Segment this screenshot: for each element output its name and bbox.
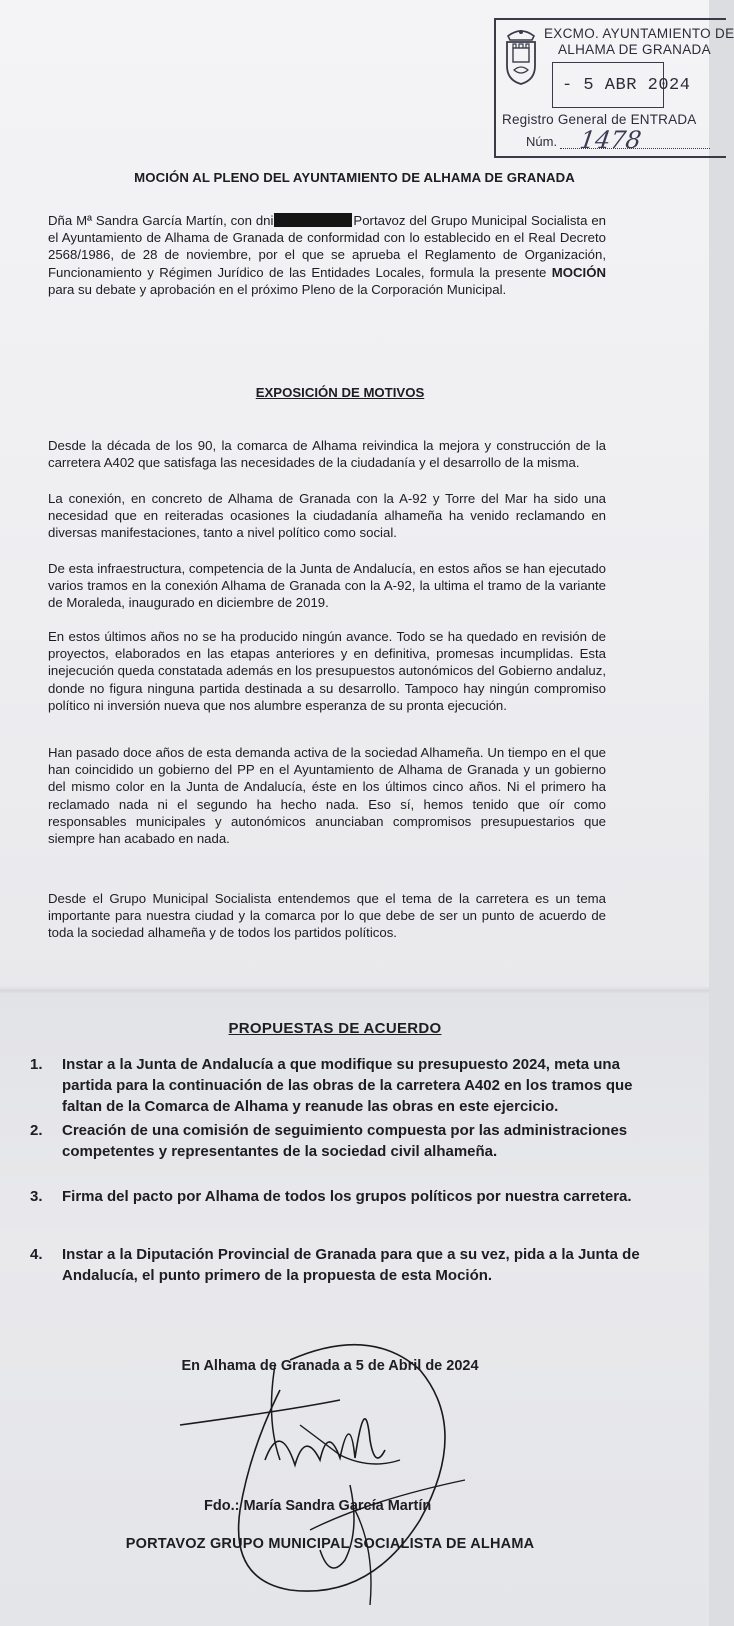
- handwritten-signature: [170, 1330, 490, 1620]
- paragraph: En estos últimos años no se ha producido ningún avance. Todo se ha quedado en revisión de proyectos, elaborados en las etapas anteriores y en definitiva, promesas incumplidas. Esta inejecución queda constatada además en los presupuestos autonómicos del Gobierno andaluz, donde no figura ninguna partida destinada a su desarrollo. Tampoco hay ningún compromiso político ni inversión nueva que nos alumbre esperanza de su pronta ejecución.: [48, 629, 606, 713]
- propuestas-heading: PROPUESTAS DE ACUERDO: [228, 1020, 442, 1037]
- paragraph: Desde el Grupo Municipal Socialista entendemos que el tema de la carretera es un tema importante para nuestra ciudad y la comarca por lo que debe de ser un punto de acuerdo de toda la sociedad alhameña y de todos los partidos políticos.: [48, 891, 606, 941]
- stamp-town: ALHAMA DE GRANADA: [558, 42, 711, 57]
- page-fold: [0, 986, 709, 994]
- registry-stamp: [494, 18, 734, 158]
- signed-by: Fdo.: María Sandra García Martín: [204, 1498, 432, 1514]
- intro-paragraph: [48, 212, 606, 298]
- exposicion-heading: EXPOSICIÓN DE MOTIVOS: [255, 385, 425, 400]
- stamp-date: - 5 ABR 2024: [562, 76, 691, 95]
- proposal-text: Creación de una comisión de seguimiento compuesta por las administraciones competentes y representantes de la sociedad civil alhameña.: [62, 1122, 628, 1160]
- paragraph: De esta infraestructura, competencia de la Junta de Andalucía, en estos años se han ejecutado varios tramos en la conexión Alhama de Granada con la A-92, la ultima el tramo de la variante de Moraleda, inaugurado en diciembre de 2019.: [48, 561, 606, 611]
- proposal-item: [30, 1186, 670, 1207]
- paragraph: Han pasado doce años de esta demanda activa de la sociedad Alhameña. Un tiempo en el que han coincidido un gobierno del PP en el Ayuntamiento de Alhama de Granada y un gobierno del mismo color en la Junta de Andalucía, éste en los últimos cinco años. Ni el primero ha reclamado nada ni el segundo ha hecho nada. Eso sí, hemos tenido que oír como responsables municipales y autonómicos anunciaban compromisos presupuestarios que siempre han acabado en nada.: [48, 745, 606, 847]
- paragraph: La conexión, en concreto de Alhama de Granada con la A-92 y Torre del Mar ha sido una necesidad que en reiteradas ocasiones la ciudadanía alhameña ha venido reclamando en diversas manifestaciones, tanto a nivel político como social.: [48, 491, 606, 541]
- intro-middle: Portavoz del Grupo Municipal Socialista en el Ayuntamiento de Alhama de Granada de conformidad con lo establecido en el Real Decreto 2568/1986, de 28 de noviembre, por el que se aprueba el Reglamento de Organización, Funcionamiento y Régimen Jurídico de las Entidades Locales, formula la presente: [48, 213, 606, 280]
- proposal-number: 2.: [30, 1122, 43, 1139]
- proposal-number: 3.: [30, 1188, 43, 1205]
- signer-role: PORTAVOZ GRUPO MUNICIPAL SOCIALISTA DE ALHAMA: [125, 1536, 535, 1552]
- intro-end: para su debate y aprobación en el próximo Pleno de la Corporación Municipal.: [48, 281, 507, 297]
- place-and-date: En Alhama de Granada a 5 de Abril de 2024: [181, 1358, 479, 1374]
- proposal-text: Firma del pacto por Alhama de todos los grupos políticos por nuestra carretera.: [62, 1188, 632, 1205]
- stamp-num-label: Núm.: [526, 134, 558, 149]
- coat-of-arms-icon: [502, 26, 540, 88]
- proposal-number: 4.: [30, 1246, 43, 1263]
- proposal-number: 1.: [30, 1056, 43, 1073]
- intro-bold-word: MOCIÓN: [551, 264, 606, 280]
- proposal-item: [30, 1120, 670, 1162]
- proposal-text: Instar a la Junta de Andalucía a que modifique su presupuesto 2024, meta una partida para la continuación de las obras de la carretera A402 en los tramos que faltan de la Comarca de Alhama y reanude las obras en este ejercicio.: [62, 1056, 633, 1115]
- proposal-text: Instar a la Diputación Provincial de Granada para que a su vez, pida a la Junta de Andalucía, el punto primero de la propuesta de esta Moción.: [62, 1246, 640, 1284]
- redaction-block: [274, 213, 352, 227]
- stamp-institution: EXCMO. AYUNTAMIENTO DE: [544, 26, 734, 41]
- document-title: MOCIÓN AL PLENO DEL AYUNTAMIENTO DE ALHAMA DE GRANADA: [134, 170, 575, 185]
- proposal-item: [30, 1244, 670, 1286]
- paragraph: Desde la década de los 90, la comarca de Alhama reivindica la mejora y construcción de la carretera A402 que satisfaga las necesidades de la ciudadanía y el desarrollo de la misma.: [48, 438, 606, 471]
- stamp-num-value: 1478: [578, 126, 644, 154]
- stamp-registry: Registro General de ENTRADA: [502, 112, 697, 127]
- proposal-item: [30, 1054, 670, 1117]
- intro-start: Dña Mª Sandra García Martín, con dni: [48, 213, 274, 228]
